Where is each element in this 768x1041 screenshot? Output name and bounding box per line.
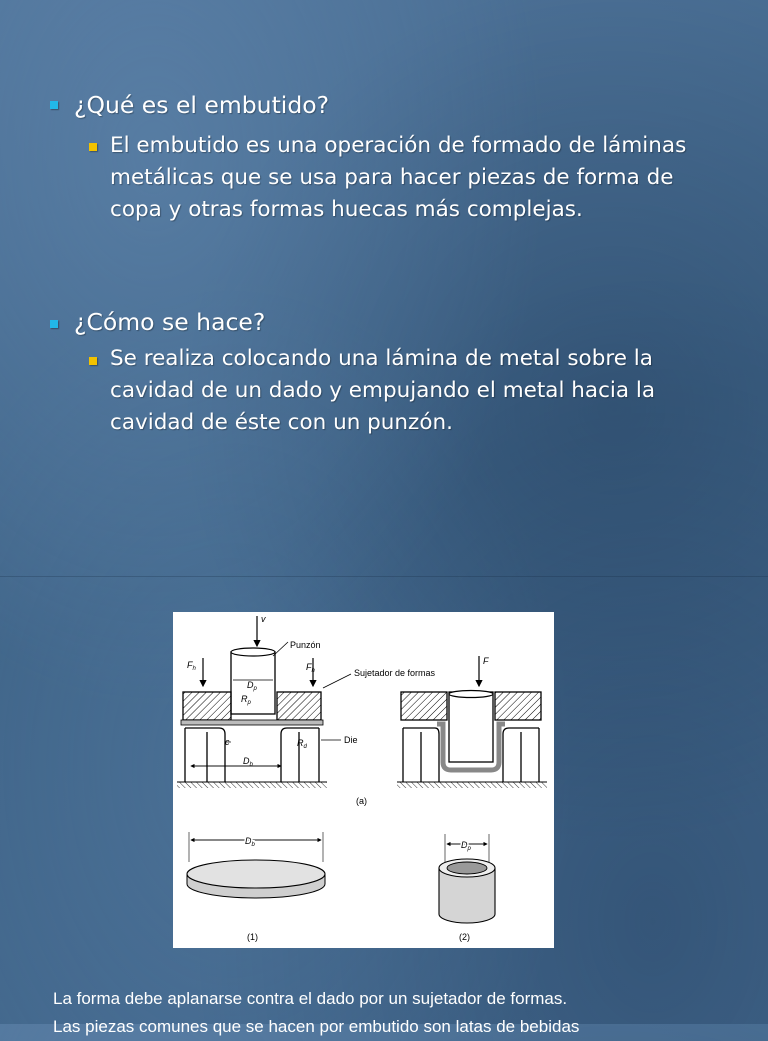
section-2-bullet <box>50 320 58 328</box>
svg-text:Dp: $D_p$ <box>461 840 471 852</box>
svg-text:Fh: $F_h$ <box>187 660 196 672</box>
slide-divider <box>0 576 768 577</box>
caption-line: Las piezas comunes que se hacen por embutido son latas de bebidas <box>53 1017 580 1036</box>
section-1-body-line: El embutido es una operación de formado de láminas <box>110 133 687 158</box>
figure-label-1: (1) <box>247 932 258 942</box>
sheet-blank <box>181 720 323 725</box>
section-2-heading: ¿Cómo se hace? <box>74 308 266 336</box>
section-1-heading: ¿Qué es el embutido? <box>74 91 330 119</box>
setup-diagram <box>177 614 436 788</box>
section-1-sub-bullet <box>89 143 97 151</box>
die-label: Die <box>344 735 358 745</box>
section-1-bullet <box>50 101 58 109</box>
svg-text:Dp: $D_p$ <box>247 680 257 692</box>
section-2-body <box>110 343 750 439</box>
section-1-body-line: metálicas que se usa para hacer piezas de forma de <box>110 165 674 190</box>
svg-text:Fh: $F_h$ <box>306 662 315 674</box>
holder-label: Sujetador de formas <box>354 668 436 678</box>
section-2-body-line: Se realiza colocando una lámina de metal sobre la <box>110 346 653 371</box>
svg-text:Rp: $R_p$ <box>241 694 251 706</box>
section-2-body-line: cavidad de un dado y empujando el metal hacia la <box>110 378 656 403</box>
slide-caption <box>53 985 768 1041</box>
blank-holder-left <box>183 692 231 720</box>
punch-label: Punzón <box>290 640 321 650</box>
blank-disc <box>187 832 325 898</box>
svg-text:Db: $D_b$ <box>243 756 253 768</box>
blank-holder-right <box>277 692 321 720</box>
deep-drawing-figure <box>173 612 554 948</box>
caption-line: La forma debe aplanarse contra el dado por un sujetador de formas. <box>53 989 568 1008</box>
velocity-label: v <box>261 614 266 624</box>
figure-label-2: (2) <box>459 932 470 942</box>
figure-label-a: (a) <box>356 796 367 806</box>
section-2-body-line: cavidad de éste con un punzón. <box>110 410 453 435</box>
section-1-body <box>110 130 750 226</box>
svg-text:F: F <box>483 656 489 666</box>
section-2-sub-bullet <box>89 357 97 365</box>
svg-text:Db: $D_b$ <box>245 836 255 848</box>
svg-text:c: c <box>225 737 230 747</box>
drawn-cup <box>439 834 495 923</box>
svg-text:Rd: $R_d$ <box>297 738 307 750</box>
section-1-body-line: copa y otras formas huecas más complejas. <box>110 197 583 222</box>
